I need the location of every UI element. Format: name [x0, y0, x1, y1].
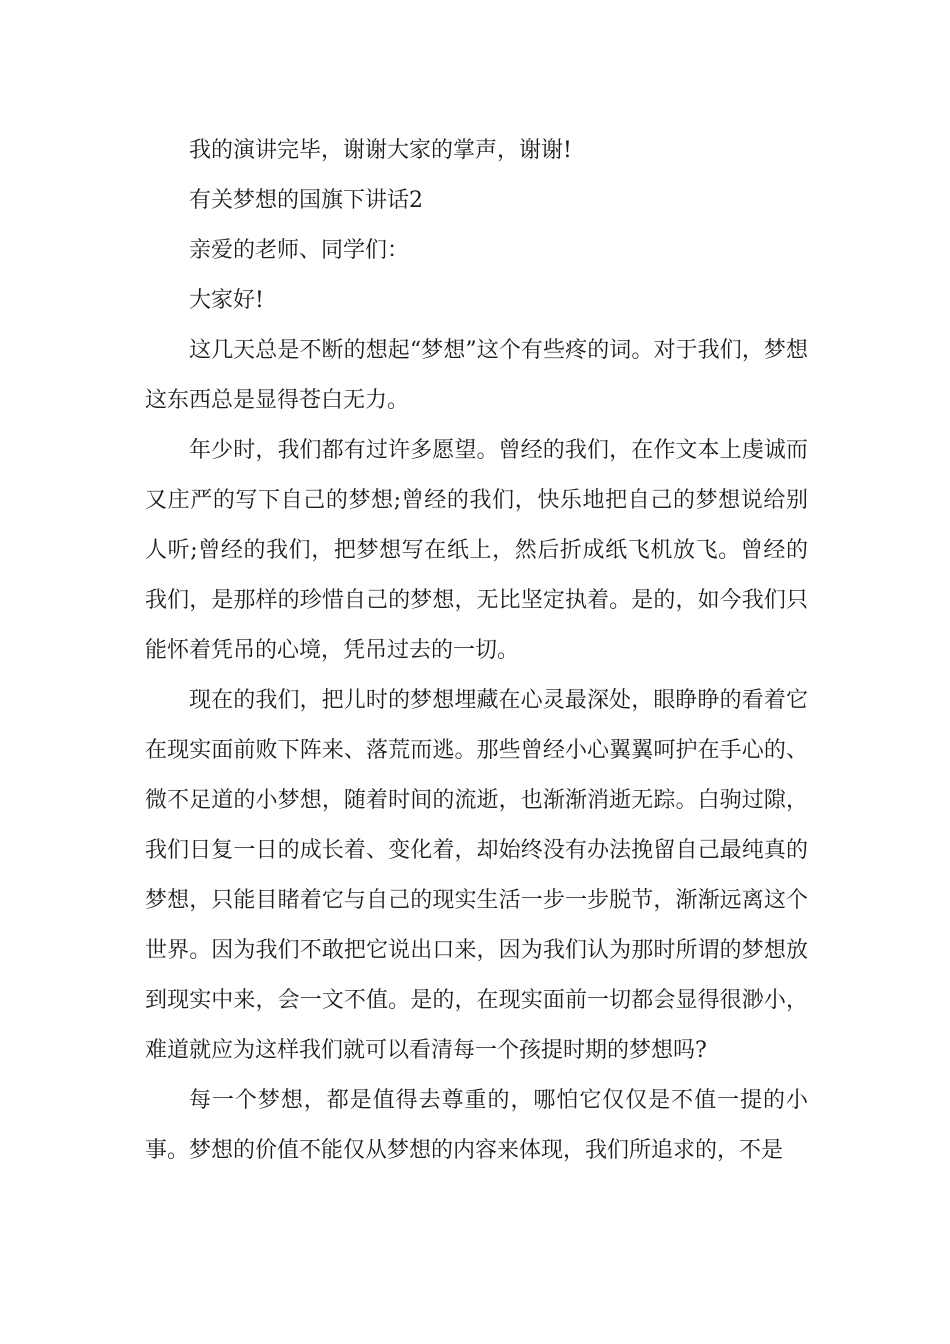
paragraph: 这几天总是不断的想起“梦想”这个有些疼的词。对于我们，梦想这东西总是显得苍白无力。 — [145, 338, 808, 413]
paragraph-closing-thanks: 我的演讲完毕，谢谢大家的掌声，谢谢! — [189, 138, 572, 163]
salutation: 亲爱的老师、同学们： — [189, 238, 410, 263]
document-body — [145, 126, 808, 1176]
paragraph: 现在的我们，把儿时的梦想埋藏在心灵最深处，眼睁睁的看着它在现实面前败下阵来、落荒而逃。那些曾经小心翼翼呵护在手心的、微不足道的小梦想，随着时间的流逝，也渐渐消逝无踪。白驹过隙，我们日复一日的成长着、变化着，却始终没有办法挽留自己最纯真的梦想，只能目睹着它与自己的现实生活一步一步脱节，渐渐远离这个世界。因为我们不敢把它说出口来，因为我们认为那时所谓的梦想放到现实中来，会一文不值。是的，在现实面前一切都会显得很渺小，难道就应为这样我们就可以看清每一个孩提时期的梦想吗? — [145, 688, 808, 1063]
paragraph: 每一个梦想，都是值得去尊重的，哪怕它仅仅是不值一提的小事。梦想的价值不能仅从梦想的内容来体现，我们所追求的，不是 — [145, 1088, 808, 1163]
paragraph: 年少时，我们都有过许多愿望。曾经的我们，在作文本上虔诚而又庄严的写下自己的梦想;曾经的我们，快乐地把自己的梦想说给别人听;曾经的我们，把梦想写在纸上，然后折成纸飞机放飞。曾经的我们，是那样的珍惜自己的梦想，无比坚定执着。是的，如今我们只能怀着凭吊的心境，凭吊过去的一切。 — [145, 438, 808, 663]
speech-title: 有关梦想的国旗下讲话2 — [189, 188, 423, 213]
greeting: 大家好! — [189, 288, 264, 313]
